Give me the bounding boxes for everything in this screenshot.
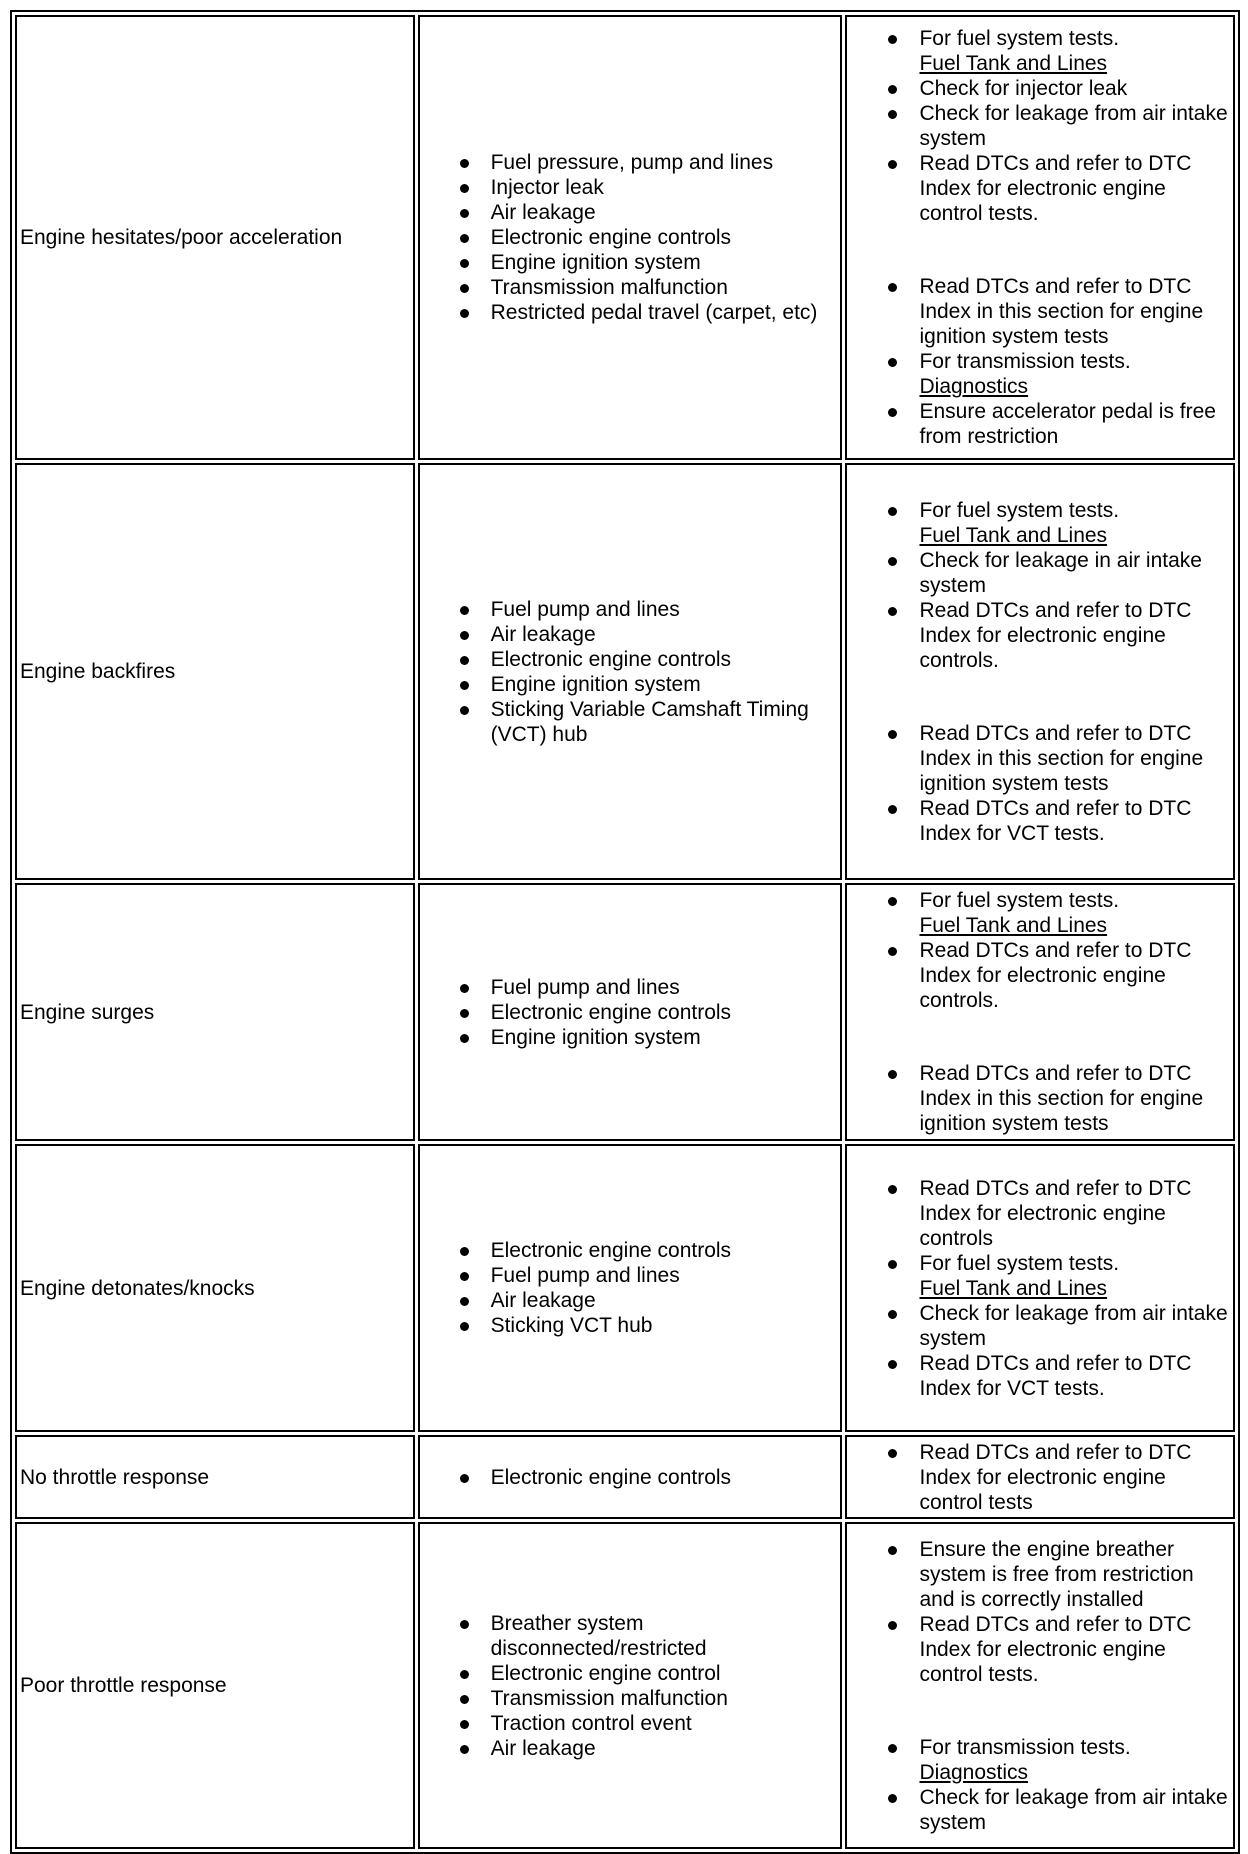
action-item xyxy=(888,151,1230,226)
action-text: Read DTCs and refer to DTC Index for electronic engine control tests. xyxy=(919,1612,1192,1686)
action-item xyxy=(888,938,1230,1013)
action-text: For fuel system tests. xyxy=(919,27,1120,50)
action-text: Ensure accelerator pedal is free from restriction xyxy=(919,400,1216,448)
cause-item: Sticking Variable Camshaft Timing (VCT) hub xyxy=(460,697,838,747)
action-item xyxy=(888,888,1230,938)
action-text: For fuel system tests. xyxy=(919,889,1120,912)
fuel-tank-and-lines-link[interactable]: Fuel Tank and Lines xyxy=(919,523,1108,547)
symptom-text: Engine hesitates/poor acceleration xyxy=(20,226,343,249)
cause-item: Sticking VCT hub xyxy=(460,1313,838,1338)
diagnostic-table xyxy=(10,10,1240,1854)
actions-cell xyxy=(845,1435,1235,1519)
cause-item: Engine ignition system xyxy=(460,250,838,275)
symptom-cell xyxy=(15,15,415,460)
symptom-cell xyxy=(15,883,415,1141)
action-item xyxy=(888,101,1230,151)
action-gap xyxy=(850,226,1230,274)
table-row xyxy=(15,883,1235,1141)
actions-list xyxy=(850,1176,1230,1401)
table-row xyxy=(15,15,1235,460)
fuel-tank-and-lines-link[interactable]: Fuel Tank and Lines xyxy=(919,914,1108,937)
symptom-cell xyxy=(15,1522,415,1849)
table-row xyxy=(15,463,1235,880)
action-item xyxy=(888,274,1230,349)
action-gap xyxy=(850,673,1230,721)
cause-item: Transmission malfunction xyxy=(460,275,838,300)
symptom-text: No throttle response xyxy=(20,1465,210,1489)
causes-list xyxy=(423,597,838,747)
cause-item: Electronic engine controls xyxy=(460,1238,838,1263)
action-text: Read DTCs and refer to DTC Index for VCT tests. xyxy=(919,1351,1192,1400)
fuel-tank-and-lines-link[interactable]: Fuel Tank and Lines xyxy=(919,1276,1108,1300)
action-text: Ensure the engine breather system is free from restriction and is correctly installed xyxy=(919,1537,1194,1611)
action-text: For transmission tests. xyxy=(919,350,1131,373)
action-text: Check for leakage in air intake system xyxy=(919,548,1202,597)
action-item xyxy=(888,1351,1230,1401)
action-text: Read DTCs and refer to DTC Index in this section for engine ignition system tests xyxy=(919,275,1204,348)
causes-list xyxy=(423,1465,838,1490)
action-item xyxy=(888,1440,1230,1515)
action-text: Check for leakage from air intake system xyxy=(919,1785,1228,1834)
actions-list xyxy=(850,498,1230,673)
action-text: Read DTCs and refer to DTC Index for electronic engine controls. xyxy=(919,598,1192,672)
cause-item: Air leakage xyxy=(460,1736,838,1761)
action-item xyxy=(888,1537,1230,1612)
action-item xyxy=(888,598,1230,673)
cause-item: Fuel pressure, pump and lines xyxy=(460,150,838,175)
cause-item: Fuel pump and lines xyxy=(460,597,838,622)
cause-item: Injector leak xyxy=(460,175,838,200)
causes-list xyxy=(423,150,838,325)
cause-item: Engine ignition system xyxy=(460,1025,838,1050)
action-item xyxy=(888,26,1230,76)
symptom-text: Engine detonates/knocks xyxy=(20,1276,255,1300)
cause-item: Traction control event xyxy=(460,1711,838,1736)
cause-item: Breather system disconnected/restricted xyxy=(460,1611,838,1661)
actions-list xyxy=(850,721,1230,846)
action-item xyxy=(888,1785,1230,1835)
action-text: For transmission tests. xyxy=(919,1735,1131,1759)
action-item xyxy=(888,1735,1230,1785)
symptom-text: Poor throttle response xyxy=(20,1674,227,1697)
causes-cell xyxy=(418,1144,843,1432)
cause-item: Air leakage xyxy=(460,1288,838,1313)
cause-item: Electronic engine controls xyxy=(460,1465,838,1490)
action-item xyxy=(888,399,1230,449)
action-item xyxy=(888,1612,1230,1687)
actions-cell xyxy=(845,1144,1235,1432)
action-item xyxy=(888,349,1230,399)
actions-list xyxy=(850,1537,1230,1687)
action-item xyxy=(888,1301,1230,1351)
cause-item: Air leakage xyxy=(460,200,838,225)
cause-item: Engine ignition system xyxy=(460,672,838,697)
table-row xyxy=(15,1522,1235,1849)
actions-list xyxy=(850,1735,1230,1835)
action-item xyxy=(888,796,1230,846)
causes-cell xyxy=(418,1522,843,1849)
action-item xyxy=(888,721,1230,796)
action-item xyxy=(888,498,1230,548)
table-row xyxy=(15,1144,1235,1432)
fuel-tank-and-lines-link[interactable]: Fuel Tank and Lines xyxy=(919,52,1108,75)
action-text: Read DTCs and refer to DTC Index in this section for engine ignition system tests xyxy=(919,721,1204,795)
cause-item: Air leakage xyxy=(460,622,838,647)
actions-list xyxy=(850,1061,1230,1136)
action-text: Read DTCs and refer to DTC Index for electronic engine controls xyxy=(919,1176,1192,1250)
action-item xyxy=(888,76,1230,101)
action-text: Read DTCs and refer to DTC Index for electronic engine controls. xyxy=(919,939,1192,1012)
symptom-cell xyxy=(15,1435,415,1519)
causes-list xyxy=(423,975,838,1050)
cause-item: Fuel pump and lines xyxy=(460,975,838,1000)
action-text: For fuel system tests. xyxy=(919,498,1120,522)
action-gap xyxy=(850,1013,1230,1061)
causes-cell xyxy=(418,883,843,1141)
cause-item: Electronic engine controls xyxy=(460,647,838,672)
causes-list xyxy=(423,1611,838,1761)
symptom-cell xyxy=(15,1144,415,1432)
symptom-text: Engine backfires xyxy=(20,660,176,683)
actions-list xyxy=(850,888,1230,1013)
diagnostics-link[interactable]: Diagnostics xyxy=(919,375,1029,398)
cause-item: Electronic engine controls xyxy=(460,225,838,250)
action-text: Read DTCs and refer to DTC Index for electronic engine control tests. xyxy=(919,152,1192,225)
actions-cell xyxy=(845,15,1235,460)
actions-list xyxy=(850,1440,1230,1515)
action-text: For fuel system tests. xyxy=(919,1251,1120,1275)
actions-cell xyxy=(845,463,1235,880)
actions-list xyxy=(850,274,1230,449)
action-item xyxy=(888,1251,1230,1301)
action-text: Check for leakage from air intake system xyxy=(919,102,1228,150)
table-body xyxy=(15,15,1235,1849)
cause-item: Electronic engine control xyxy=(460,1661,838,1686)
action-text: Read DTCs and refer to DTC Index for electronic engine control tests xyxy=(919,1440,1192,1514)
cause-item: Electronic engine controls xyxy=(460,1000,838,1025)
action-item xyxy=(888,1176,1230,1251)
action-item xyxy=(888,1061,1230,1136)
cause-item: Restricted pedal travel (carpet, etc) xyxy=(460,300,838,325)
action-text: Check for leakage from air intake system xyxy=(919,1301,1228,1350)
action-text: Read DTCs and refer to DTC Index in this section for engine ignition system tests xyxy=(919,1062,1204,1135)
action-gap xyxy=(850,1687,1230,1735)
actions-cell xyxy=(845,883,1235,1141)
action-text: Check for injector leak xyxy=(919,77,1128,100)
actions-cell xyxy=(845,1522,1235,1849)
diagnostics-link[interactable]: Diagnostics xyxy=(919,1760,1029,1784)
causes-cell xyxy=(418,463,843,880)
action-text: Read DTCs and refer to DTC Index for VCT tests. xyxy=(919,796,1192,845)
action-item xyxy=(888,548,1230,598)
table-row xyxy=(15,1435,1235,1519)
causes-list xyxy=(423,1238,838,1338)
causes-cell xyxy=(418,1435,843,1519)
cause-item: Transmission malfunction xyxy=(460,1686,838,1711)
causes-cell xyxy=(418,15,843,460)
symptom-text: Engine surges xyxy=(20,1000,155,1024)
symptom-cell xyxy=(15,463,415,880)
cause-item: Fuel pump and lines xyxy=(460,1263,838,1288)
actions-list xyxy=(850,26,1230,226)
